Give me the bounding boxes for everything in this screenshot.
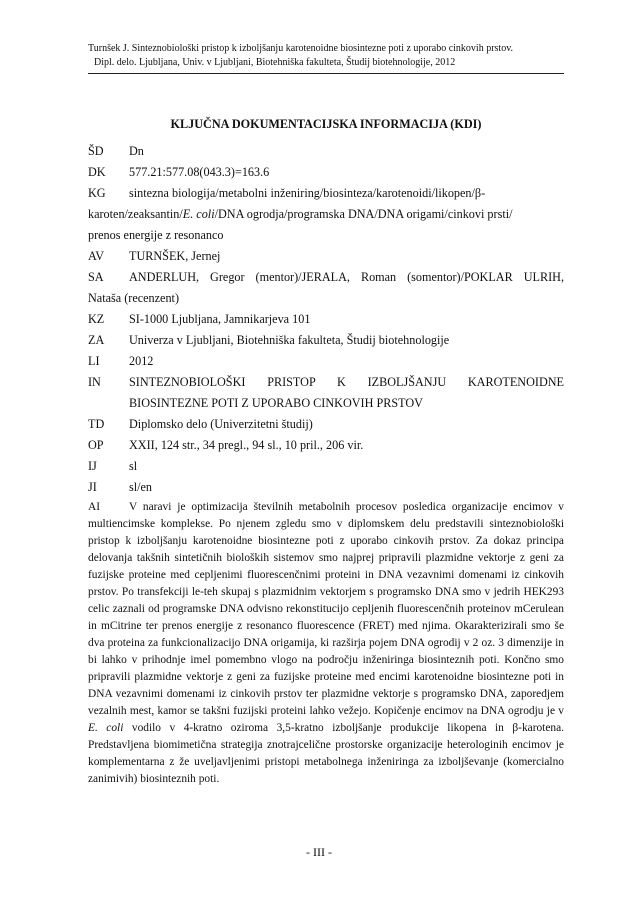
field-value: BIOSINTEZNE POTI Z UPORABO CINKOVIH PRSTOV — [129, 396, 423, 410]
field-value: 2012 — [129, 354, 154, 368]
field-za — [88, 330, 564, 351]
field-value: SI-1000 Ljubljana, Jamnikarjeva 101 — [129, 312, 311, 326]
page-title: KLJUČNA DOKUMENTACIJSKA INFORMACIJA (KDI) — [170, 117, 482, 131]
header-line-2: Dipl. delo. Ljubljana, Univ. v Ljubljani, Biotehniška fakulteta, Študij biotehnologije, 2012 — [94, 57, 456, 68]
field-code: LI — [88, 354, 100, 368]
abstract-code: AI — [88, 501, 101, 513]
field-code: IJ — [88, 459, 97, 473]
field-value: XXII, 124 str., 34 pregl., 94 sl., 10 pril., 206 vir. — [129, 438, 364, 452]
field-code: KG — [88, 186, 106, 200]
field-code: JI — [88, 480, 97, 494]
metadata-block — [88, 141, 564, 788]
field-in-continuation — [88, 393, 564, 414]
field-dk — [88, 162, 564, 183]
abstract-paragraph — [88, 499, 564, 788]
field-code: IN — [88, 375, 101, 389]
field-code: SA — [88, 270, 104, 284]
field-value: TURNŠEK, Jernej — [129, 249, 221, 263]
kg-line2-species: E. coli — [182, 207, 215, 221]
field-kg-continuation-2: prenos energije z resonanco — [88, 228, 224, 242]
kg-line2-post: /DNA ogrodja/programska DNA/DNA origami/cinkovi prsti/ — [214, 207, 513, 221]
field-value: sintezna biologija/metabolni inženiring/biosinteza/karotenoidi/likopen/β- — [129, 186, 486, 200]
field-in — [88, 372, 564, 393]
abstract-text-2: vodilo v 4-kratno oziroma 3,5-kratno izboljšanje produkcije likopena in β-karotena. Predstavljena biomimetična strategija znotrajcelične prostorske organizacije heterologinih encimov je komplementarna z že uveljavljenimi pristopi metabolnega inženiringa za izboljševanje (komercialno zanimivih) biosinteznih poti. — [88, 722, 565, 785]
page-number: - III - — [306, 845, 332, 859]
field-sa-continuation: Nataša (recenzent) — [88, 291, 180, 305]
field-ij — [88, 456, 564, 477]
field-code: OP — [88, 438, 104, 452]
field-kg-continuation — [88, 204, 564, 225]
field-ji — [88, 477, 564, 498]
field-kz — [88, 309, 564, 330]
kg-line2-pre: karoten/zeaksantin/ — [88, 207, 183, 221]
field-value: sl — [129, 459, 138, 473]
field-code: DK — [88, 165, 106, 179]
running-header — [88, 42, 568, 70]
field-value: ANDERLUH, Gregor (mentor)/JERALA, Roman (somentor)/POKLAR ULRIH, — [129, 270, 564, 284]
field-code: KZ — [88, 312, 105, 326]
header-divider — [88, 73, 564, 74]
field-sd — [88, 141, 564, 162]
field-code: TD — [88, 417, 105, 431]
field-value: sl/en — [129, 480, 153, 494]
field-td — [88, 414, 564, 435]
field-value: SINTEZNOBIOLOŠKI PRISTOP K IZBOLJŠANJU KAROTENOIDNE — [129, 375, 564, 389]
abstract-species: E. coli — [88, 722, 124, 734]
field-sa — [88, 267, 564, 288]
field-value: 577.21:577.08(043.3)=163.6 — [129, 165, 270, 179]
field-value: Dn — [129, 144, 144, 158]
field-li — [88, 351, 564, 372]
field-av — [88, 246, 564, 267]
field-code: ŠD — [88, 144, 104, 158]
abstract-text-1: V naravi je optimizacija številnih metabolnih procesov posledica organizacije encimov v multiencimske komplekse. Po njenem zgledu smo v diplomskem delu predstavili sinteznobiološki pristop k izboljšanju karotenoidne biosintezne poti z uporabo cinkovih prstov. Za dokaz principa delovanja takšnih sintetičnih bioloških sistemov smo najprej pripravili plazmidne vektorje z geni za fuzijske proteine med cepljenimi fluorescenčnimi proteini in DNA vezavnimi domenami iz cinkovih prstov. Po transfekciji le-teh skupaj s plazmidnim vektorjem s programsko DNA smo v jedrih HEK293 celic zaznali od programske DNA odvisno rekonstitucijo cepljenih fluorescenčnih proteinov mCerulean in mCitrine ter prenos energije z resonanco fluorescence (FRET) med njima. Okarakterizirali smo še dva proteina za funkcionalizacijo DNA origamija, ki razširja pojem DNA ogrodij v 2 oz. 3 dimenzije in bi lahko v prihodnje imel pomembno vlogo na področju inženiringa biosinteznih poti. Končno smo pripravili plazmidne vektorje z geni za fuzijske proteine med encimi karotenoidne biosintezne poti in DNA vezavnimi domenami iz cinkovih prstov ter plazmidne vektorje s programsko DNA, zaporedjem vezalnih mest, kamor se takšni fuzijski proteini lahko vežejo. Kopičenje encimov na DNA ogrodju je v — [88, 501, 564, 717]
field-kg — [88, 183, 564, 204]
header-line-1: Turnšek J. Sinteznobiološki pristop k izboljšanju karotenoidne biosintezne poti z uporabo cinkovih prstov. — [88, 43, 514, 54]
field-op — [88, 435, 564, 456]
field-value: Diplomsko delo (Univerzitetni študij) — [129, 417, 313, 431]
field-value: Univerza v Ljubljani, Biotehniška fakulteta, Študij biotehnologije — [129, 333, 450, 347]
field-code: ZA — [88, 333, 105, 347]
field-code: AV — [88, 249, 105, 263]
